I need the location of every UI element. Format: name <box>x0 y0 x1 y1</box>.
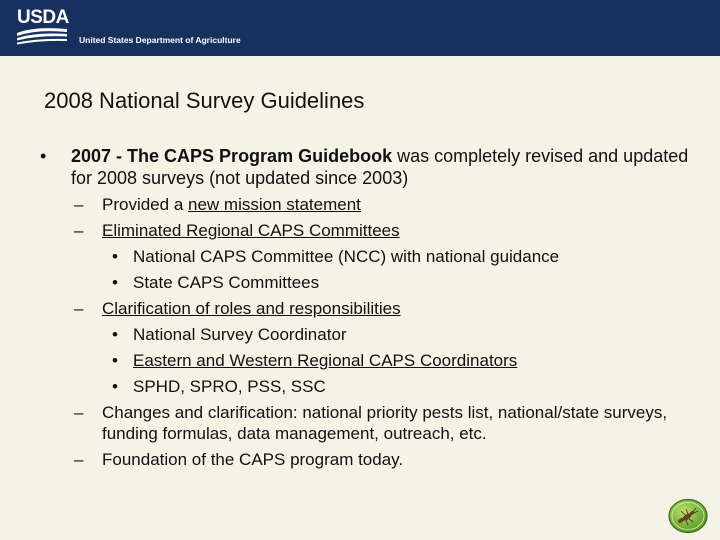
usda-logo-text: USDA <box>17 7 69 28</box>
sub-item-mission <box>40 194 690 215</box>
foundation-text: Foundation of the CAPS program today. <box>102 450 404 469</box>
bullet-guidebook <box>40 145 690 189</box>
ncc-text: National CAPS Committee (NCC) with national guidance <box>133 247 560 266</box>
roles-list-text: SPHD, SPRO, PSS, SSC <box>133 377 326 396</box>
guidebook-title: 2007 - The CAPS Program Guidebook <box>71 146 393 166</box>
mission-prefix: Provided a <box>102 195 188 214</box>
sub-sub-item-roles-list <box>40 376 690 397</box>
sub-sub-item-ncc <box>40 246 690 267</box>
usda-hills-icon <box>15 9 69 47</box>
dash-marker: – <box>74 403 84 422</box>
changes-text: Changes and clarification: national priority pests list, national/state surveys, funding formulas, data management, outreach, etc. <box>102 403 668 443</box>
sub-item-changes <box>40 402 690 444</box>
dash-marker: – <box>74 450 84 469</box>
bullet-marker: • <box>112 247 118 266</box>
usda-logo <box>15 9 69 47</box>
bullet-marker: • <box>40 146 47 166</box>
dash-marker: – <box>74 195 84 214</box>
dash-marker: – <box>74 299 84 318</box>
state-committees-text: State CAPS Committees <box>133 273 320 292</box>
nsc-text: National Survey Coordinator <box>133 325 347 344</box>
sub-sub-item-state <box>40 272 690 293</box>
sub-item-regional <box>40 220 690 241</box>
slide-title: 2008 National Survey Guidelines <box>44 88 365 113</box>
mission-statement-link[interactable]: new mission statement <box>188 195 361 214</box>
caps-pest-badge-icon <box>668 498 708 534</box>
roles-link[interactable]: Clarification of roles and responsibilities <box>102 299 401 318</box>
dash-marker: – <box>74 221 84 240</box>
usda-header-bar <box>0 0 720 56</box>
bullet-marker: • <box>112 377 118 396</box>
bullet-marker: • <box>112 351 118 370</box>
sub-item-roles <box>40 298 690 319</box>
regional-coordinators-link[interactable]: Eastern and Western Regional CAPS Coordinators <box>133 351 518 370</box>
bullet-marker: • <box>112 273 118 292</box>
guidebook-description: was completely revised and updated for 2008 surveys (not updated since 2003) <box>71 146 689 188</box>
regional-committees-link[interactable]: Eliminated Regional CAPS Committees <box>102 221 400 240</box>
sub-item-foundation <box>40 449 690 470</box>
bullet-marker: • <box>112 325 118 344</box>
sub-sub-item-nsc <box>40 324 690 345</box>
slide-body <box>40 145 690 470</box>
sub-sub-item-regional-coordinators <box>40 350 690 371</box>
agency-name: United States Department of Agriculture <box>79 35 241 45</box>
